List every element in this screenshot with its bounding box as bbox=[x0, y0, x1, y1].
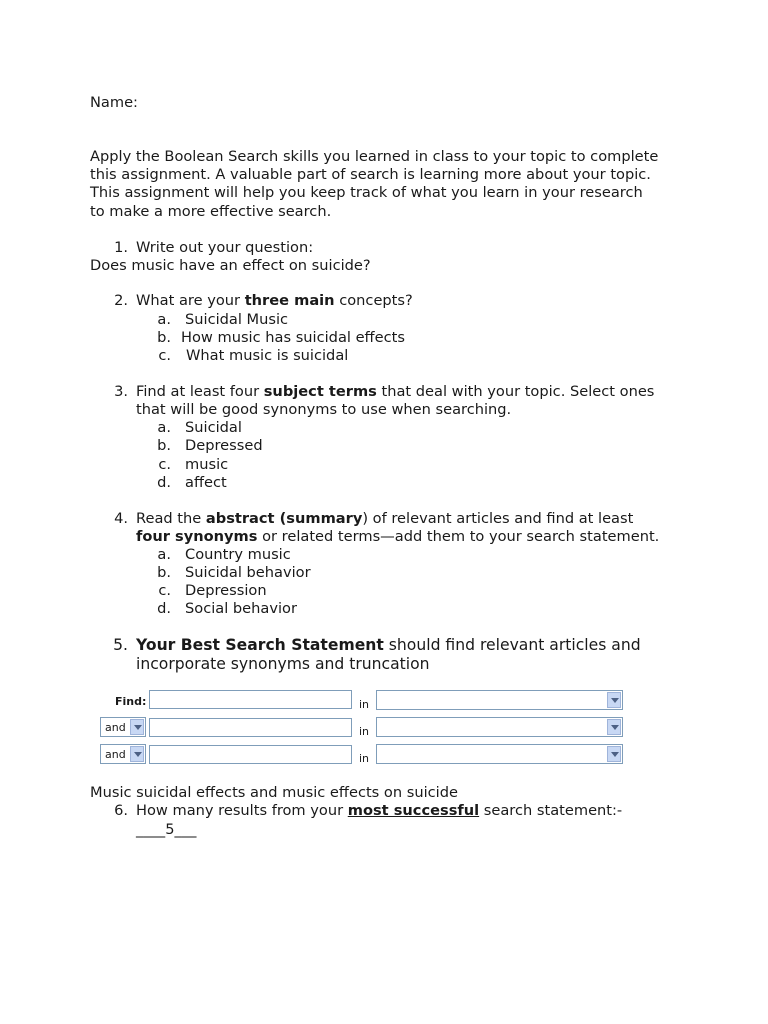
search-term-input-3[interactable] bbox=[149, 745, 352, 764]
in-label: in bbox=[359, 752, 370, 765]
question-text: Your Best Search Statement should find relevant articles and bbox=[136, 636, 641, 654]
intro-line: This assignment will help you keep track of what you learn in your research bbox=[90, 184, 643, 201]
list-item: music bbox=[185, 456, 229, 473]
list-item-letter: b. bbox=[157, 329, 171, 346]
question-text: incorporate synonyms and truncation bbox=[136, 655, 430, 673]
results-answer: ____5___ bbox=[136, 821, 197, 838]
list-item-letter: a. bbox=[157, 546, 171, 563]
list-item-letter: d. bbox=[157, 474, 171, 491]
list-item: affect bbox=[185, 474, 227, 491]
question-number: 2. bbox=[114, 292, 128, 309]
field-select-2[interactable] bbox=[376, 717, 623, 737]
find-label: Find: bbox=[115, 695, 147, 708]
list-item-letter: a. bbox=[157, 419, 171, 436]
chevron-down-icon[interactable] bbox=[607, 719, 621, 735]
list-item-letter: a. bbox=[157, 311, 171, 328]
list-item-letter: b. bbox=[157, 437, 171, 454]
list-item-letter: b. bbox=[157, 564, 171, 581]
field-select-1[interactable] bbox=[376, 690, 623, 710]
boolean-select-2[interactable] bbox=[100, 744, 146, 764]
question-text: Read the abstract (summary) of relevant articles and find at least bbox=[136, 510, 634, 527]
intro-line: this assignment. A valuable part of search is learning more about your topic. bbox=[90, 166, 651, 183]
list-item: What music is suicidal bbox=[186, 347, 349, 364]
name-label: Name: bbox=[90, 94, 138, 111]
search-term-input-2[interactable] bbox=[149, 718, 352, 737]
boolean-select-value: and bbox=[105, 748, 126, 761]
question-text: How many results from your most successful search statement:- bbox=[136, 802, 623, 819]
chevron-down-icon[interactable] bbox=[607, 746, 621, 762]
list-item-letter: c. bbox=[158, 347, 171, 364]
search-statement: Music suicidal effects and music effects on suicide bbox=[90, 784, 458, 801]
list-item: Suicidal behavior bbox=[185, 564, 311, 581]
list-item: Depression bbox=[185, 582, 267, 599]
question-number: 5. bbox=[113, 636, 128, 654]
question-text: What are your three main concepts? bbox=[136, 292, 413, 309]
question-text: that will be good synonyms to use when searching. bbox=[136, 401, 512, 418]
list-item: Suicidal bbox=[185, 419, 242, 436]
in-label: in bbox=[359, 725, 370, 738]
list-item: Depressed bbox=[185, 437, 263, 454]
list-item: Suicidal Music bbox=[185, 311, 289, 328]
boolean-select-1[interactable] bbox=[100, 717, 146, 737]
list-item: How music has suicidal effects bbox=[181, 329, 405, 346]
chevron-down-icon[interactable] bbox=[130, 746, 144, 762]
chevron-down-icon[interactable] bbox=[130, 719, 144, 735]
question-text: four synonyms or related terms—add them to your search statement. bbox=[136, 528, 660, 545]
question-answer: Does music have an effect on suicide? bbox=[90, 257, 371, 274]
field-select-3[interactable] bbox=[376, 744, 623, 764]
question-text: Write out your question: bbox=[136, 239, 314, 256]
search-term-input-1[interactable] bbox=[149, 690, 352, 709]
question-text: Find at least four subject terms that deal with your topic. Select ones bbox=[136, 383, 655, 400]
list-item-letter: d. bbox=[157, 600, 171, 617]
list-item-letter: c. bbox=[158, 582, 171, 599]
question-number: 1. bbox=[114, 239, 128, 256]
chevron-down-icon[interactable] bbox=[607, 692, 621, 708]
list-item: Social behavior bbox=[185, 600, 297, 617]
list-item: Country music bbox=[185, 546, 291, 563]
intro-line: to make a more effective search. bbox=[90, 203, 332, 220]
question-number: 3. bbox=[114, 383, 128, 400]
list-item-letter: c. bbox=[158, 456, 171, 473]
boolean-select-value: and bbox=[105, 721, 126, 734]
question-number: 4. bbox=[114, 510, 128, 527]
in-label: in bbox=[359, 698, 370, 711]
intro-line: Apply the Boolean Search skills you learned in class to your topic to complete bbox=[90, 148, 659, 165]
question-number: 6. bbox=[114, 802, 128, 819]
